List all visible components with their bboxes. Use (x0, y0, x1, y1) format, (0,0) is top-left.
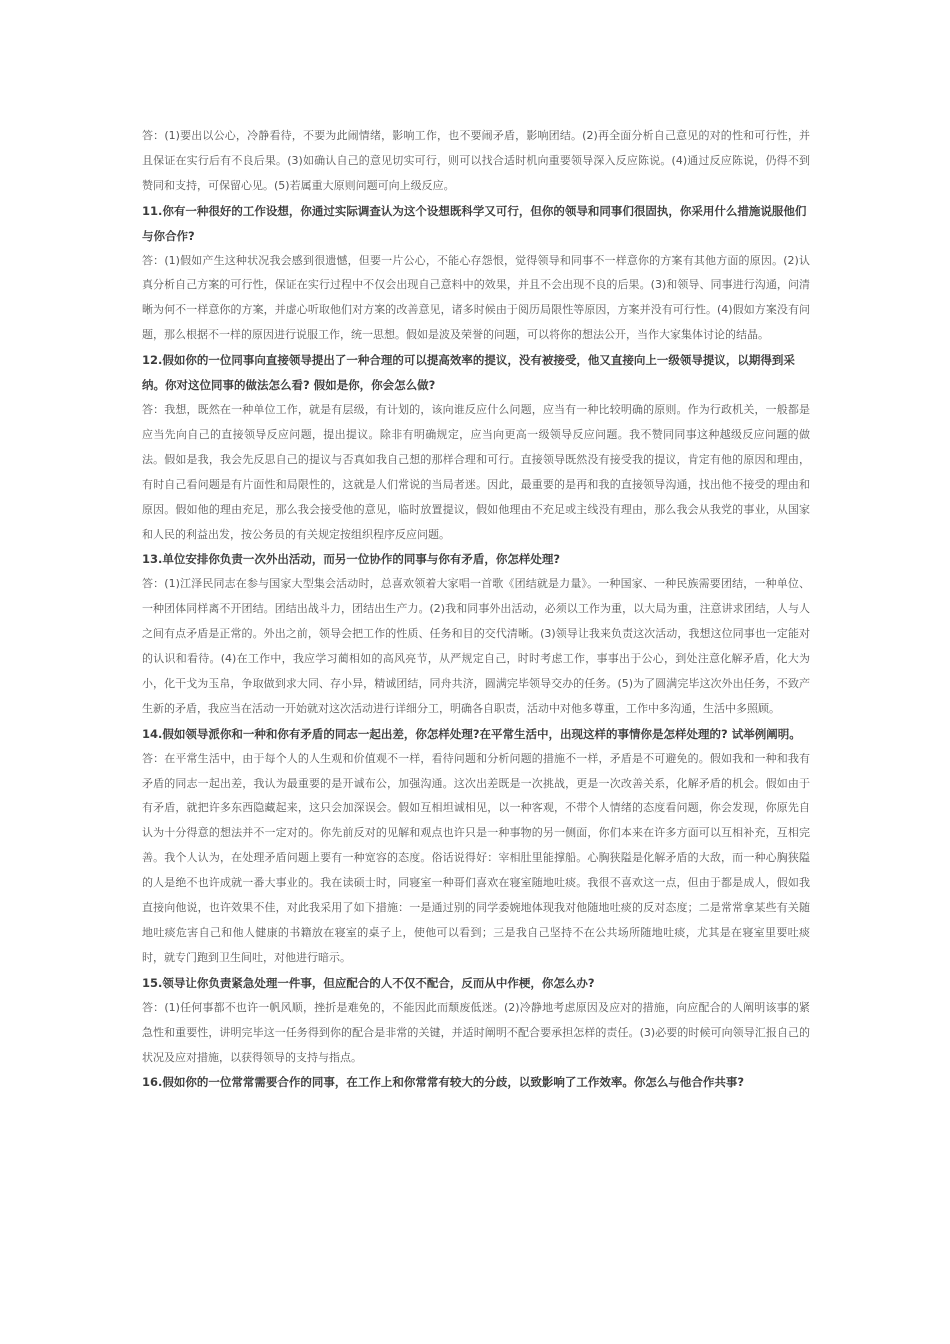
answer-paragraph: 答：在平常生活中，由于每个人的人生观和价值观不一样，看待问题和分析问题的措施不一样，矛盾是不可避免的。假如我和一种和我有矛盾的同志一起出差，我认为最重要的是开诚布公，加强沟通。这次出差既是一次挑战，更是一次改善关系，化解矛盾的机会。假如由于有矛盾，就把许多东西隐藏起来，这只会加深误会。假如互相坦诚相见，以一种客观，不带个人情绪的态度看问题，你会发现，你原先自认为十分得意的想法并不一定对的。你先前反对的见解和观点也许只是一种事物的另一侧面，你们本来在许多方面可以互相补充，互相完善。我个人认为，在处理矛盾问题上要有一种宽容的态度。俗话说得好：宰相肚里能撑船。心胸狭隘是化解矛盾的大敌，而一种心胸狭隘的人是绝不也许成就一番大事业的。我在读硕士时，同寝室一种哥们喜欢在寝室随地吐痰。我很不喜欢这一点，但由于都是成人，假如我直接向他说，也许效果不佳，对此我采用了如下措施：一是通过别的同学委婉地体现我对他随地吐痰的反对态度；二是常常拿某些有关随地吐痰危害自己和他人健康的书籍放在寝室的桌子上，使他可以看到；三是我自己坚持不在公共场所随地吐痰，尤其是在寝室里要吐痰时，就专门跑到卫生间吐，对他进行暗示。 (142, 751, 810, 964)
question-heading: 13.单位安排你负责一次外出活动，而另一位协作的同事与你有矛盾，你怎样处理? (142, 552, 561, 567)
question-heading: 15.领导让你负责紧急处理一件事，但应配合的人不仅不配合，反而从中作梗，你怎么办? (142, 975, 595, 990)
answer-paragraph: 答：我想，既然在一种单位工作，就是有层级，有计划的，该向谁反应什么问题，应当有一种比较明确的原则。作为行政机关，一般都是应当先向自己的直接领导反应问题，提出提议。除非有明确规定，应当向更高一级领导反应问题。我不赞同同事这种越级反应问题的做法。假如是我，我会先反思自己的提议与否真如我自己想的那样合理和可行。直接领导既然没有接受我的提议，肯定有他的原因和理由，有时自己看问题是有片面性和局限性的，这就是人们常说的当局者迷。因此，最重要的是再和我的直接领导沟通，找出他不接受的理由和原因。假如他的理由充足，那么我会接受他的意见，临时放置提议，假如他理由不充足或主线没有理由，那么我会从我党的事业，从国家和人民的利益出发，按公务员的有关规定按组织程序反应问题。 (142, 402, 810, 541)
question-heading: 16.假如你的一位常常需要合作的同事，在工作上和你常常有较大的分歧，以致影响了工作效率。你怎么与他合作共事? (142, 1075, 745, 1090)
answer-paragraph: 答：(1)任何事都不也许一帆风顺，挫折是难免的，不能因此而颓废低迷。(2)冷静地考虑原因及应对的措施，向应配合的人阐明该事的紧急性和重要性，讲明完毕这一任务得到你的配合是非常的关键，并适时阐明不配合要承担怎样的责任。(3)必要的时候可向领导汇报自己的状况及应对措施，以获得领导的支持与指点。 (142, 1000, 810, 1064)
question-heading: 14.假如领导派你和一种和你有矛盾的同志一起出差，你怎样处理?在平常生活中，出现这样的事情你是怎样处理的? 试举例阐明。 (142, 726, 801, 741)
answer-paragraph: 答：(1)要出以公心，冷静看待，不要为此闹情绪，影响工作，也不要闹矛盾，影响团结。(2)再全面分析自己意见的对的性和可行性，并且保证在实行后有不良后果。(3)如确认自己的意见切实可行，则可以找合适时机向重要领导深入反应陈说。(4)通过反应陈说，仍得不到赞同和支持，可保留心见。(5)若属重大原则问题可向上级反应。 (142, 129, 810, 192)
answer-paragraph: 答：(1)江泽民同志在参与国家大型集会活动时，总喜欢领着大家唱一首歌《团结就是力量》。一种国家、一种民族需要团结，一种单位、一种团体同样离不开团结。团结出战斗力，团结出生产力。(2)我和同事外出活动，必须以工作为重，以大局为重，注意讲求团结，人与人之间有点矛盾是正常的。外出之前，领导会把工作的性质、任务和目的交代清晰。(3)领导让我来负责这次活动，我想这位同事也一定能对的认识和看待。(4)在工作中，我应学习蔺相如的高风亮节，从严规定自己，时时考虑工作，事事出于公心，到处注意化解矛盾，化大为小，化干戈为玉帛，争取做到求大同、存小异，精诚团结，同舟共济，圆满完毕领导交办的任务。(5)为了圆满完毕这次外出任务，不致产生新的矛盾，我应当在活动一开始就对这次活动进行详细分工，明确各自职责，活动中对他多尊重，工作中多沟通，生活中多照顾。 (142, 577, 810, 715)
question-heading: 12.假如你的一位同事向直接领导提出了一种合理的可以提高效率的提议，没有被接受，他又直接向上一级领导提议，以期得到采纳。你对这位同事的做法怎么看? 假如是你，你会怎么做? (142, 353, 795, 393)
question-heading: 11.你有一种很好的工作设想，你通过实际调查认为这个设想既科学又可行，但你的领导和同事们很固执，你采用什么措施说服他们与你合作? (142, 203, 807, 243)
answer-paragraph: 答：(1)假如产生这种状况我会感到很遗憾，但要一片公心，不能心存怨恨，觉得领导和同事不一样意你的方案有其他方面的原因。(2)认真分析自己方案的可行性，保证在实行过程中不仅会出现自己意料中的效果，并且不会出现不良的后果。(3)和领导、同事进行沟通，问清晰为何不一样意你的方案，并虚心听取他们对方案的改善意见，诸多时候由于阅历局限性等原因，方案并没有可行性。(4)假如方案没有问题，那么根据不一样的原因进行说服工作，统一思想。假如是波及荣誉的问题，可以将你的想法公开，当作大家集体讨论的结晶。 (142, 253, 810, 342)
